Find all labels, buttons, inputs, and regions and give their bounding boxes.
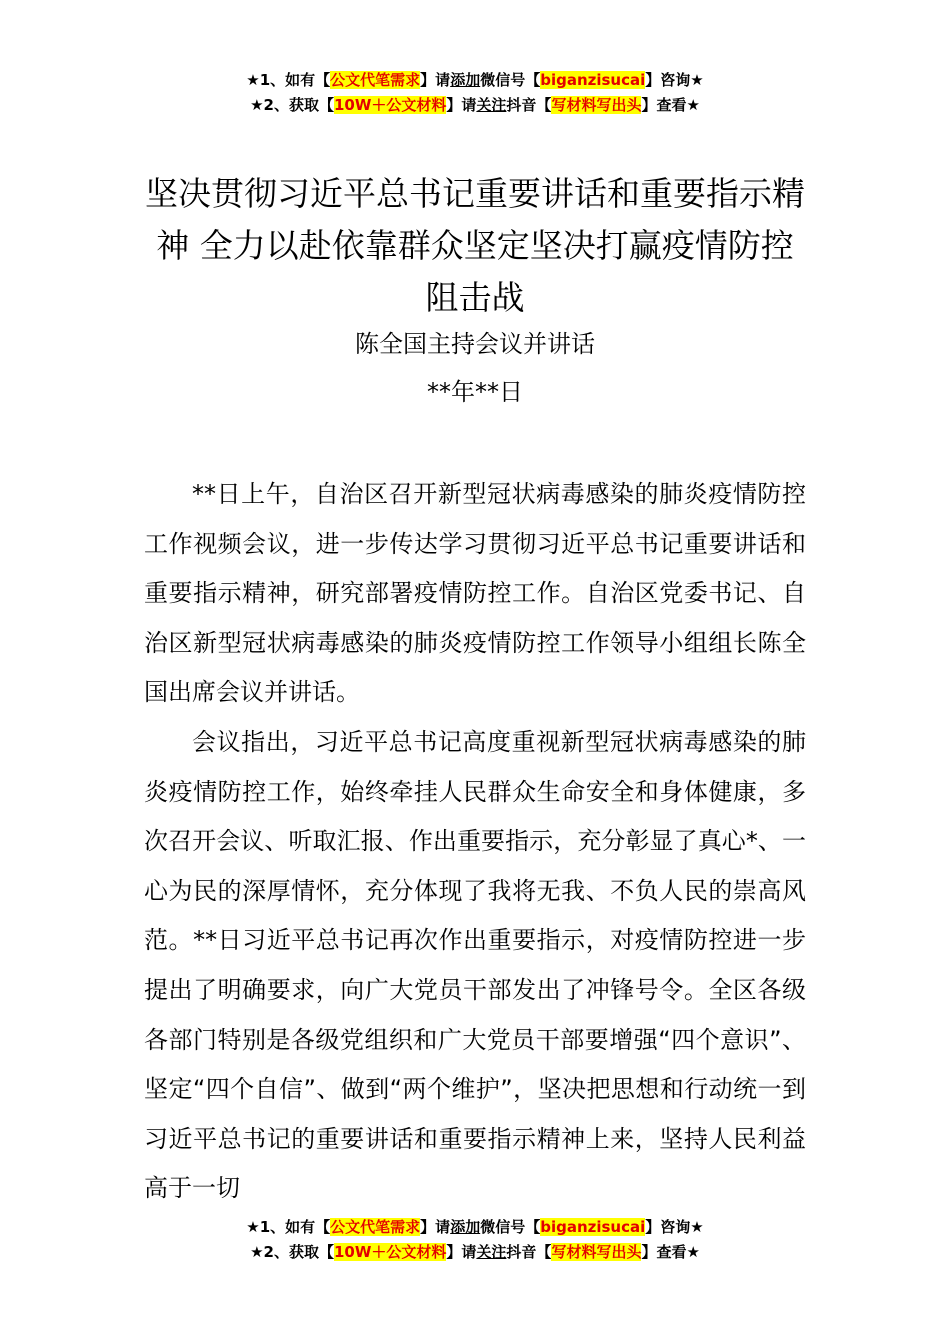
banner-text: ★2、获取【	[250, 1243, 334, 1261]
banner-text: 微信号【	[480, 71, 541, 89]
banner-highlight-wechat-id: biganzisucai	[540, 71, 646, 89]
body-paragraph: 会议指出，习近平总书记高度重视新型冠状病毒感染的肺炎疫情防控工作，始终牵挂人民群众生命安全和身体健康，多次召开会议、听取汇报、作出重要指示，充分彰显了真心*、一心为民的深厚情怀，充分体现了我将无我、不负人民的崇高风范。**日习近平总书记再次作出重要指示，对疫情防控进一步提出了明确要求，向广大党员干部发出了冲锋号令。全区各级各部门特别是各级党组织和广大党员干部要增强“四个意识”、坚定“四个自信”、做到“两个维护”，坚决把思想和行动统一到习近平总书记的重要讲话和重要指示精神上来，坚持人民利益高于一切	[144, 727, 806, 1203]
banner-highlight-douyin-account: 写材料写出头	[551, 96, 642, 114]
document-subtitle: 陈全国主持会议并讲话	[355, 330, 595, 358]
banner-text: 抖音【	[506, 96, 552, 114]
footer-banner	[0, 1215, 950, 1265]
banner-text: 】咨询★	[645, 71, 704, 89]
banner-text: 】查看★	[641, 96, 700, 114]
footer-banner-line-1	[0, 1215, 950, 1240]
banner-highlight-service: 公文代笔需求	[330, 71, 421, 89]
banner-text: 】咨询★	[645, 1218, 704, 1236]
banner-text: 】查看★	[641, 1243, 700, 1261]
document-title: 坚决贯彻习近平总书记重要讲话和重要指示精神 全力以赴依靠群众坚定坚决打赢疫情防控阻击战	[145, 174, 805, 317]
header-banner	[0, 68, 950, 118]
banner-highlight-materials: 10W＋公文材料	[333, 96, 447, 114]
header-banner-line-2	[0, 93, 950, 118]
banner-highlight-materials: 10W＋公文材料	[333, 1243, 447, 1261]
banner-text: ★2、获取【	[250, 96, 334, 114]
banner-text: 】请	[446, 96, 477, 114]
body-paragraph: **日上午，自治区召开新型冠状病毒感染的肺炎疫情防控工作视频会议，进一步传达学习贯彻习近平总书记重要讲话和重要指示精神，研究部署疫情防控工作。自治区党委书记、自治区新型冠状病毒感染的肺炎疫情防控工作领导小组组长陈全国出席会议并讲话。	[144, 480, 806, 707]
document-date: **年**日	[427, 378, 523, 406]
banner-underline-add: 添加	[450, 71, 481, 89]
banner-highlight-wechat-id: biganzisucai	[540, 1218, 646, 1236]
banner-text: ★1、如有【	[246, 71, 331, 89]
banner-underline-follow: 关注	[476, 1243, 507, 1261]
header-banner-line-1	[0, 68, 950, 93]
banner-underline-follow: 关注	[476, 96, 507, 114]
banner-highlight-service: 公文代笔需求	[330, 1218, 421, 1236]
banner-highlight-douyin-account: 写材料写出头	[551, 1243, 642, 1261]
document-body	[144, 470, 806, 1214]
banner-text: 】请	[446, 1243, 477, 1261]
banner-text: 抖音【	[506, 1243, 552, 1261]
footer-banner-line-2	[0, 1240, 950, 1265]
banner-text: 】请	[420, 1218, 451, 1236]
banner-text: ★1、如有【	[246, 1218, 331, 1236]
banner-underline-add: 添加	[450, 1218, 481, 1236]
banner-text: 微信号【	[480, 1218, 541, 1236]
banner-text: 】请	[420, 71, 451, 89]
